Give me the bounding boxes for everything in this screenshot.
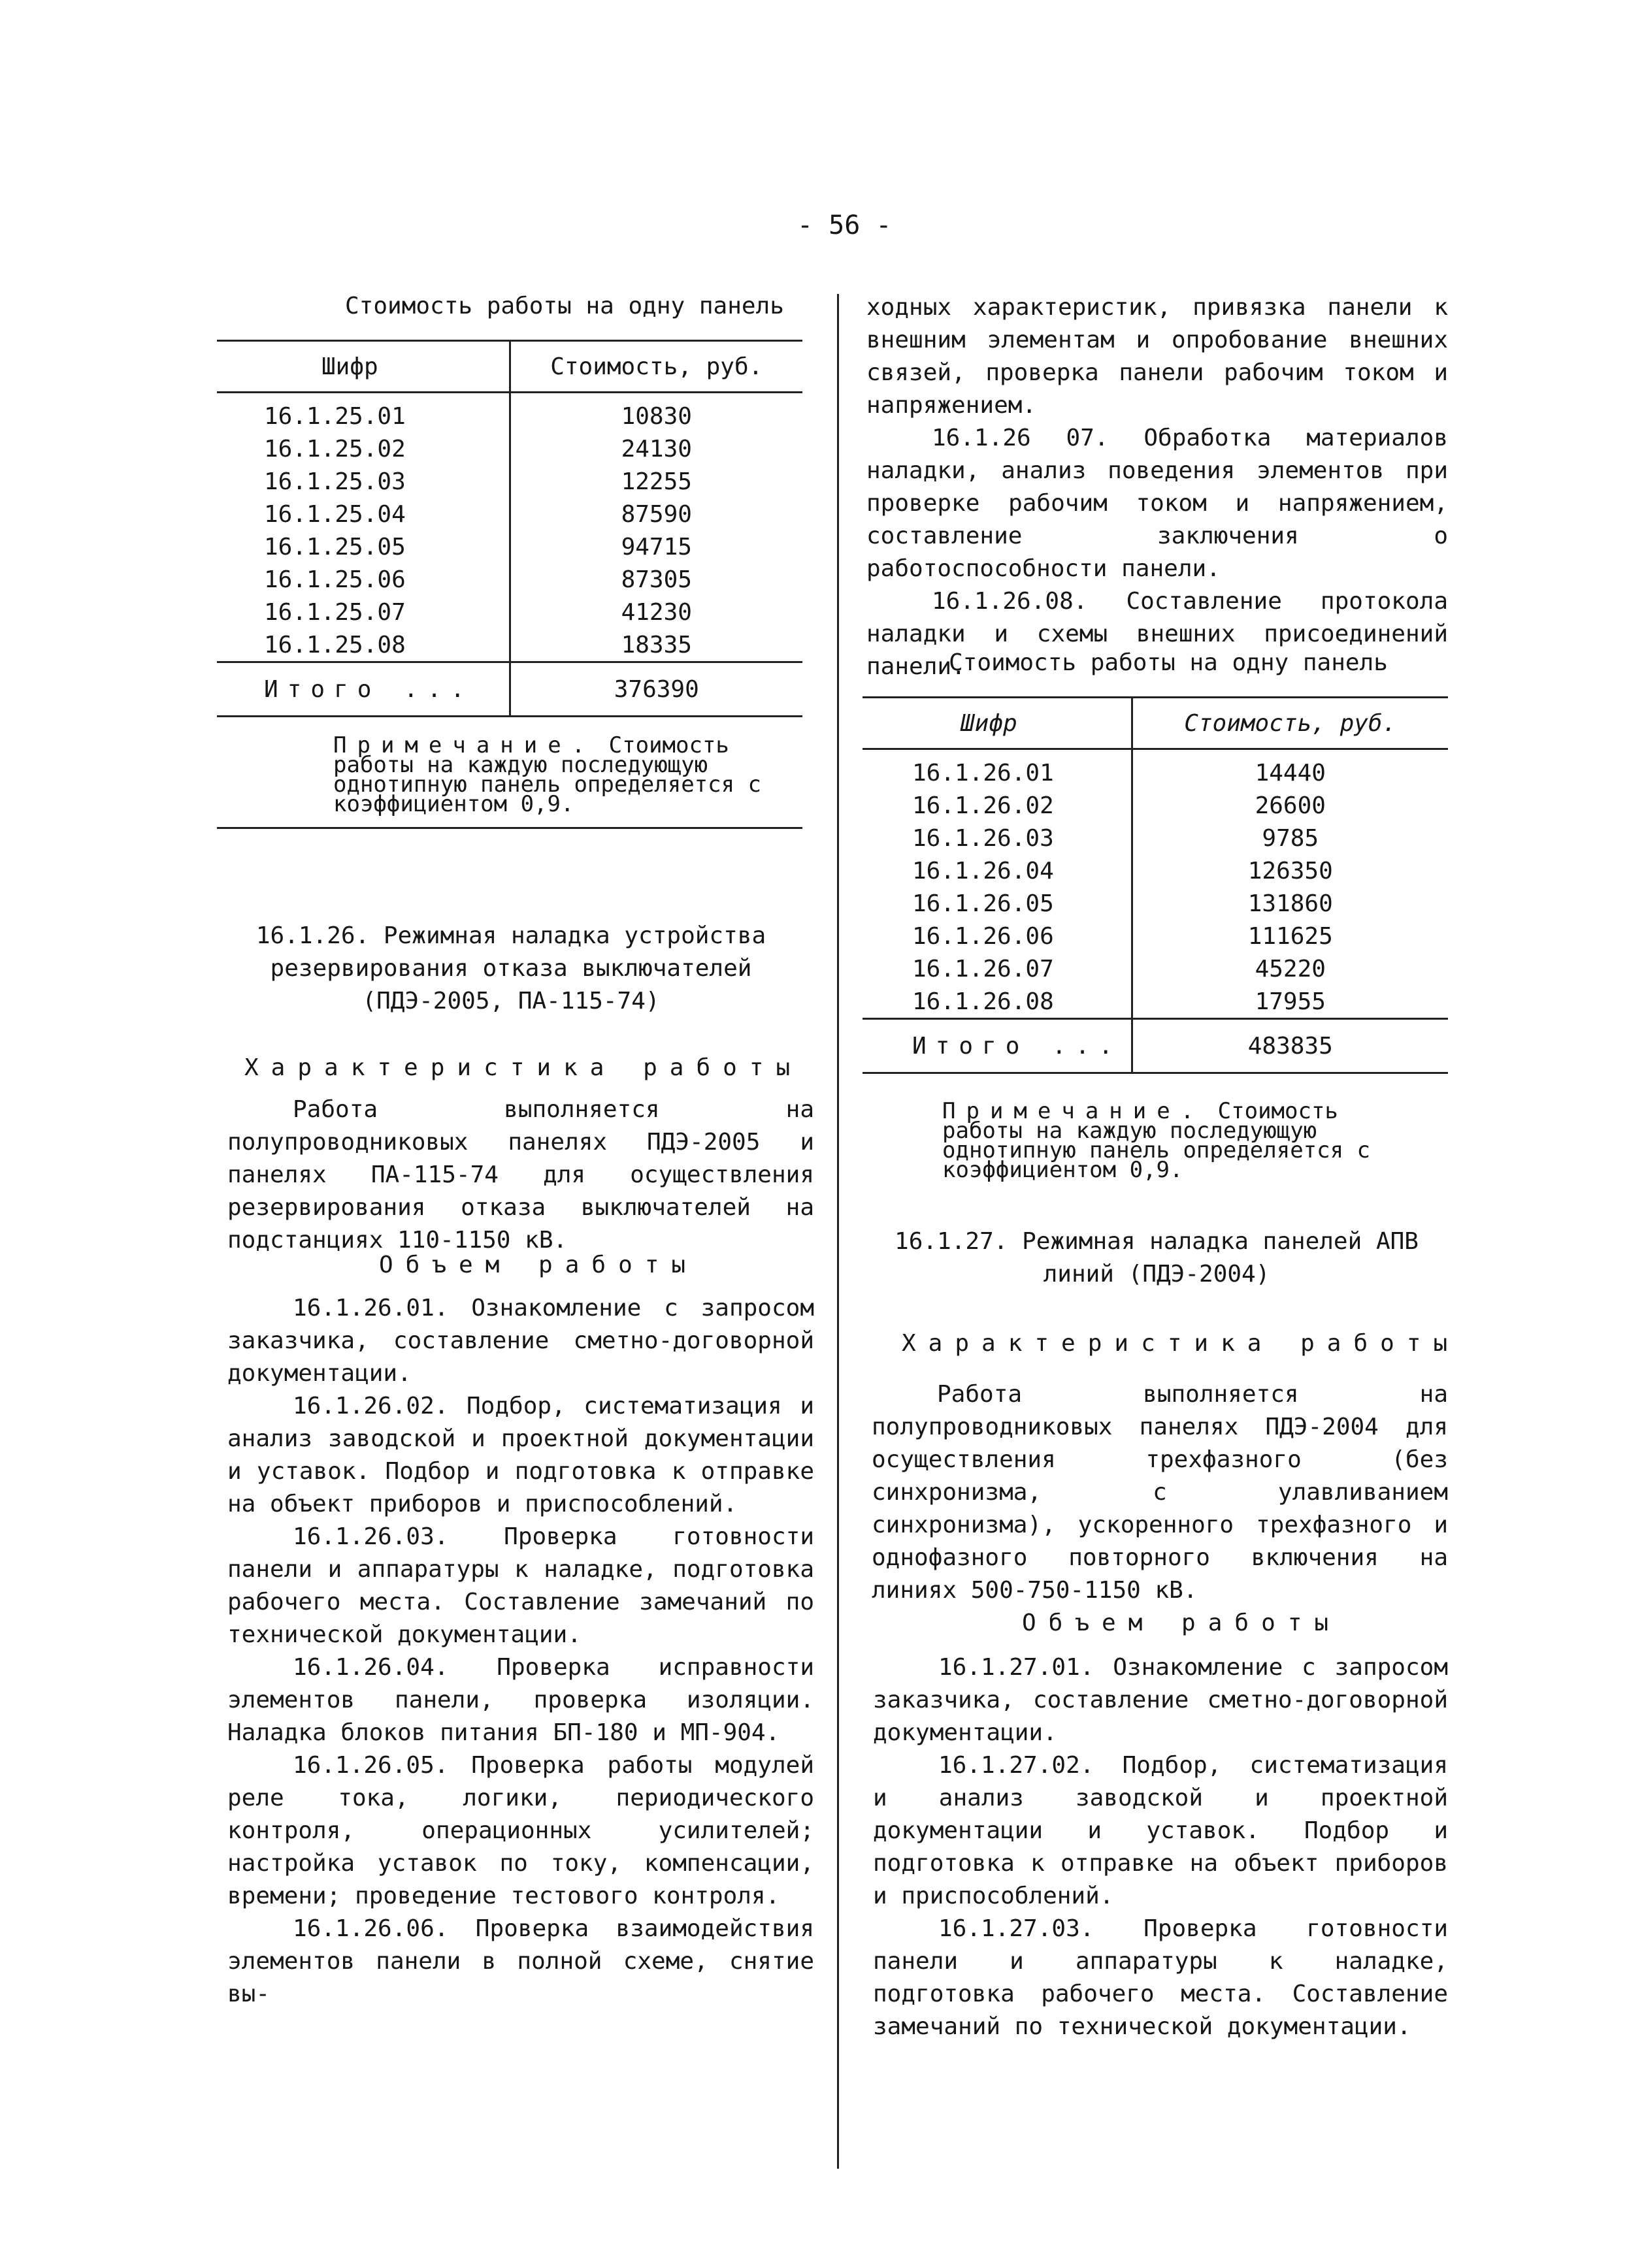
row-cost: 41230 [621, 598, 692, 626]
right-table-title: Стоимость работы на одну панель [949, 649, 1388, 676]
left-char-heading: Характеристика работы [244, 1054, 803, 1081]
note-head: Примечание. [942, 1098, 1205, 1124]
table-row [863, 920, 1448, 952]
row-code: 16.1.25.03 [217, 465, 510, 498]
table-total-row [863, 1019, 1448, 1073]
row-cost: 9785 [1262, 824, 1319, 852]
right-table-note [863, 1074, 1448, 1183]
note-text: Стоимость работы на каждую последующую однотипную панель определяется с коэффициентом 0,9. [942, 1098, 1371, 1183]
table-row [217, 393, 802, 433]
right-cost-table [863, 696, 1448, 1074]
left-table-title: Стоимость работы на одну панель [345, 293, 784, 319]
scope-item: 16.1.26 07. Обработка материалов наладки, анализ поведения элементов при проверке рабочим током и напряжением, составление заключения о работоспособности панели. [866, 425, 1448, 582]
row-code: 16.1.26.08 [863, 985, 1132, 1019]
left-col-code-header: Шифр [217, 341, 510, 393]
row-cost: 126350 [1247, 857, 1333, 884]
section-title-line: 16.1.27. Режимная наладка панелей АПВ [895, 1228, 1419, 1255]
row-cost: 87305 [621, 566, 692, 593]
row-code: 16.1.26.02 [863, 789, 1132, 822]
right-col-cost-header: Стоимость, руб. [1132, 698, 1448, 749]
table-row [863, 854, 1448, 887]
row-cost: 26600 [1255, 792, 1326, 819]
left-cost-table-block [217, 340, 802, 829]
note-text: Стоимость работы на каждую последующую однотипную панель определяется с коэффициентом 0,9. [333, 732, 762, 817]
table-row [217, 530, 802, 563]
row-code: 16.1.26.06 [863, 920, 1132, 952]
row-cost: 45220 [1255, 955, 1326, 982]
scope-item: 16.1.27.02. Подбор, систематизация и анализ заводской и проектной документации и уставок. Подбор и подготовка к отправке на объект приборов и приспособлений. [873, 1752, 1448, 1909]
scope-item: 16.1.26.06. Проверка взаимодействия элементов панели в полной схеме, снятие вы- [227, 1915, 814, 2007]
total-value: 483835 [1132, 1019, 1448, 1073]
total-value: 376390 [510, 662, 802, 717]
table-row [217, 596, 802, 628]
row-cost: 24130 [621, 435, 692, 462]
left-table-bottom-rule [217, 827, 802, 829]
table-row [863, 887, 1448, 920]
row-cost: 17955 [1255, 988, 1326, 1015]
left-scope-items [227, 1292, 814, 2011]
scope-item-continued: ходных характеристик, привязка панели к внешним элементам и опробование внешних связей, проверка панели рабочим током и напряжением. [866, 294, 1448, 419]
table-row [863, 789, 1448, 822]
note-head: Примечание. [333, 732, 596, 758]
scope-item: 16.1.26.05. Проверка работы модулей реле тока, логики, периодического контроля, операционных усилителей; настройка уставок по току, компенсации, времени; проведение тестового контроля. [227, 1752, 814, 1909]
table-row [217, 498, 802, 530]
left-cost-table [217, 340, 802, 717]
table-row [863, 822, 1448, 854]
row-code: 16.1.25.05 [217, 530, 510, 563]
right-col-code-header: Шифр [863, 698, 1132, 749]
table-total-row [217, 662, 802, 717]
section-title-line: (ПДЭ-2005, ПА-115-74) [362, 988, 660, 1014]
table-row [217, 432, 802, 465]
left-col-cost-header: Стоимость, руб. [510, 341, 802, 393]
scope-item: 16.1.26.03. Проверка готовности панели и аппаратуры к наладке, подготовка рабочего места. Составление замечаний по технической документации. [227, 1523, 814, 1648]
left-char-text [227, 1094, 814, 1257]
row-code: 16.1.26.07 [863, 952, 1132, 985]
row-cost: 94715 [621, 533, 692, 560]
row-cost: 14440 [1255, 759, 1326, 786]
row-cost: 10830 [621, 402, 692, 430]
right-continued-items [866, 291, 1448, 683]
section-title-line: линий (ПДЭ-2004) [1043, 1261, 1270, 1288]
total-label: Итого ... [912, 1032, 1123, 1060]
row-cost: 87590 [621, 500, 692, 528]
right-scope-items [873, 1651, 1448, 2043]
table-row [217, 465, 802, 498]
section-title-line: резервирования отказа выключателей [270, 955, 752, 982]
scope-item: 16.1.26.04. Проверка исправности элементов панели, проверка изоляции. Наладка блоков питания БП-180 и МП-904. [227, 1654, 814, 1746]
table-row [217, 628, 802, 662]
row-code: 16.1.25.04 [217, 498, 510, 530]
row-code: 16.1.26.05 [863, 887, 1132, 920]
row-code: 16.1.25.01 [217, 393, 510, 433]
row-code: 16.1.25.02 [217, 432, 510, 465]
right-char-heading: Характеристика работы [902, 1330, 1460, 1357]
row-code: 16.1.26.01 [863, 749, 1132, 790]
section-title-line: 16.1.26. Режимная наладка устройства [255, 922, 766, 949]
row-code: 16.1.25.06 [217, 563, 510, 596]
row-code: 16.1.25.07 [217, 596, 510, 628]
right-section-title [863, 1225, 1451, 1291]
row-cost: 12255 [621, 468, 692, 495]
row-cost: 131860 [1247, 890, 1333, 917]
row-cost: 18335 [621, 631, 692, 658]
row-cost: 111625 [1247, 922, 1333, 950]
row-code: 16.1.26.03 [863, 822, 1132, 854]
scope-item: 16.1.27.03. Проверка готовности панели и аппаратуры к наладке, подготовка рабочего места. Составление замечаний по технической документации. [873, 1915, 1448, 2040]
right-char-text [872, 1378, 1448, 1607]
scope-item: 16.1.27.01. Ознакомление с запросом заказчика, составление сметно-договорной документации. [873, 1654, 1448, 1746]
left-scope-heading: Объем работы [379, 1252, 699, 1278]
left-table-note [217, 717, 801, 827]
right-cost-table-block [863, 696, 1448, 1183]
right-scope-heading: Объем работы [1022, 1610, 1341, 1636]
paragraph: Работа выполняется на полупроводниковых панелях ПДЭ-2004 для осуществления трехфазного (без синхронизма, с улавливанием синхронизма), ускоренного трехфазного и однофазного повторного включения на линиях 500-750-1150 кВ. [872, 1381, 1448, 1604]
scope-item: 16.1.26.02. Подбор, систематизация и анализ заводской и проектной документации и уставок. Подбор и подготовка к отправке на объект приборов и приспособлений. [227, 1393, 814, 1517]
table-row [863, 749, 1448, 790]
row-code: 16.1.26.04 [863, 854, 1132, 887]
table-row [217, 563, 802, 596]
scope-item: 16.1.26.01. Ознакомление с запросом заказчика, составление сметно-договорной документации. [227, 1295, 814, 1387]
page-number: - 56 - [797, 210, 892, 240]
scope-item: 16.1.26.08. Составление протокола наладки и схемы внешних присоединений панели. [866, 588, 1448, 680]
column-divider [837, 294, 839, 2169]
left-section-title [217, 920, 805, 1018]
row-code: 16.1.25.08 [217, 628, 510, 662]
total-label: Итого ... [264, 675, 474, 703]
table-row [863, 952, 1448, 985]
table-row [863, 985, 1448, 1019]
paragraph: Работа выполняется на полупроводниковых панелях ПДЭ-2005 и панелях ПА-115-74 для осуществления резервирования отказа выключателей на подстанциях 110-1150 кВ. [227, 1096, 814, 1254]
